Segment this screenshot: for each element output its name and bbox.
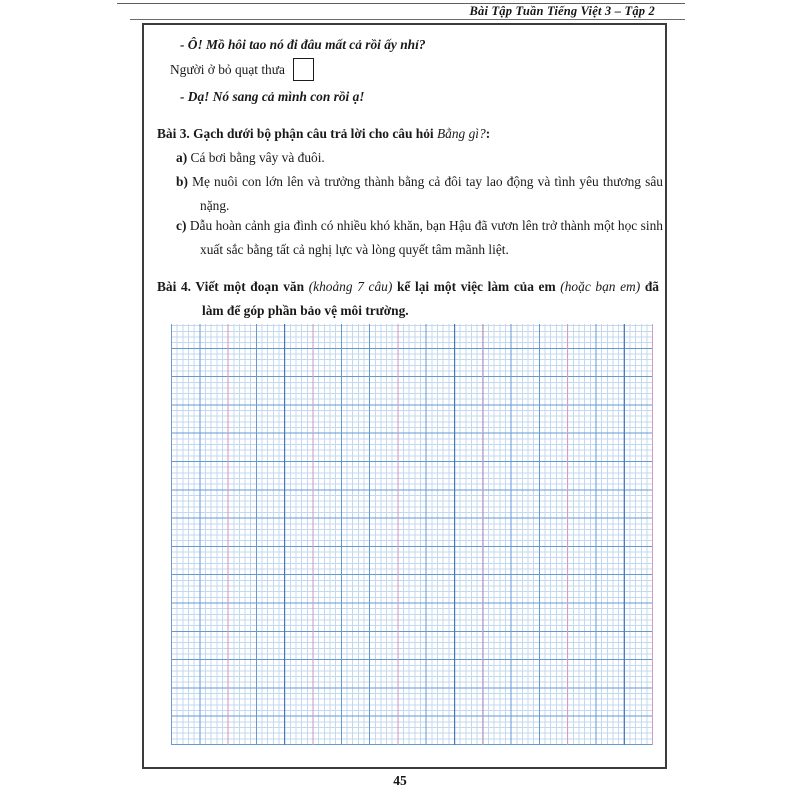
item-c-marker: c): [176, 218, 187, 233]
writing-grid[interactable]: [171, 324, 653, 745]
dialogue-line-2: [170, 58, 314, 82]
dialogue-line-2-text: Người ở bỏ quạt thưa: [170, 62, 285, 77]
page-header-title: Bài Tập Tuần Tiếng Việt 3 – Tập 2: [469, 4, 655, 18]
header-underline: [130, 19, 685, 20]
answer-box[interactable]: [293, 58, 314, 81]
exercise3-item-b: [176, 170, 663, 218]
page-number: 45: [393, 773, 407, 788]
exercise4-label: Bài 4.: [157, 279, 192, 294]
exercise3-label: Bài 3.: [157, 126, 190, 141]
exercise3-instruction: Gạch dưới bộ phận câu trả lời cho câu hỏi: [193, 126, 434, 141]
exercise3-item-c: [176, 214, 663, 262]
exercise4-heading: [157, 275, 659, 323]
item-c-text: Dẫu hoàn cảnh gia đình có nhiều khó khăn, bạn Hậu đã vươn lên trở thành một học sinh xuất sắc bằng tất cả nghị lực và lòng quyết tâm mãnh liệt.: [189, 218, 663, 257]
item-a-marker: a): [176, 150, 188, 165]
dialogue-line-3: - Dạ! Nó sang cả mình con rồi ạ!: [180, 89, 365, 104]
exercise4-part3: kể lại một việc làm của em: [396, 279, 556, 294]
item-a-text: Cá bơi bằng vây và đuôi.: [190, 150, 325, 165]
item-b-text: Mẹ nuôi con lớn lên và trưởng thành bằng cả đôi tay lao động và tình yêu thương sâu nặng.: [192, 174, 663, 213]
exercise3-question-ref: Bằng gì?: [436, 126, 486, 141]
content-border-box: [142, 23, 667, 769]
item-b-marker: b): [176, 174, 188, 189]
dialogue-line-1: - Ô! Mồ hôi tao nó đi đâu mất cả rồi ấy nhỉ?: [180, 37, 426, 52]
exercise3-colon: :: [485, 126, 491, 141]
exercise3-heading: [157, 122, 657, 146]
exercise4-paren2: (hoặc bạn em): [560, 279, 641, 294]
exercise3-item-a: [176, 146, 663, 170]
exercise4-part5: đã làm để góp phần bảo vệ môi trường.: [202, 279, 659, 318]
exercise4-part1: Viết một đoạn văn: [195, 279, 305, 294]
exercise4-paren1: (khoảng 7 câu): [308, 279, 393, 294]
